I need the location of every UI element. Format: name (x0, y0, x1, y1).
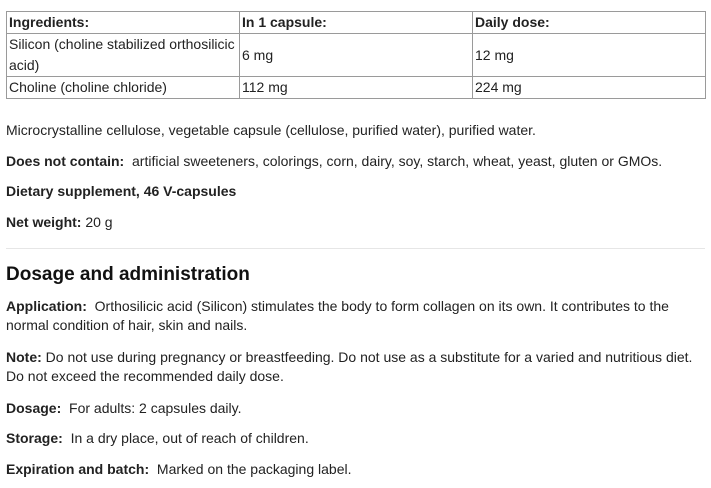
dosage-label: Dosage: (6, 400, 62, 416)
ingredient-name: Silicon (choline stabilized orthosilicic acid) (7, 34, 240, 77)
table-header-row (7, 12, 706, 34)
storage-value: In a dry place, out of reach of children. (70, 430, 309, 446)
application-value: Orthosilicic acid (Silicon) stimulates the body to form collagen on its own. It contributes to the normal condition of hair, skin and nails. (6, 298, 669, 333)
table-row (7, 34, 706, 77)
note-label: Note: (6, 349, 42, 365)
section-divider (6, 248, 705, 249)
net-weight-label: Net weight: (6, 214, 82, 230)
does-not-contain (6, 152, 705, 171)
expiration (6, 460, 705, 479)
ingredients-table (6, 11, 706, 99)
net-weight (6, 213, 705, 232)
application (6, 297, 705, 335)
storage-label: Storage: (6, 430, 63, 446)
note (6, 348, 705, 386)
header-per-capsule: In 1 capsule: (240, 12, 473, 34)
header-daily-dose: Daily dose: (473, 12, 706, 34)
other-ingredients: Microcrystalline cellulose, vegetable capsule (cellulose, purified water), purified water. (6, 122, 536, 138)
application-label: Application: (6, 298, 87, 314)
expiration-label: Expiration and batch: (6, 461, 150, 477)
net-weight-value: 20 g (85, 214, 113, 230)
dosage-value: For adults: 2 capsules daily. (69, 400, 242, 416)
ingredient-daily-dose: 12 mg (473, 34, 706, 77)
note-value: Do not use during pregnancy or breastfeeding. Do not use as a substitute for a varied and nutritious diet. Do not exceed the recommended daily dose. (6, 349, 693, 384)
ingredient-per-capsule: 6 mg (240, 34, 473, 77)
ingredient-daily-dose: 224 mg (473, 77, 706, 99)
product-info (6, 11, 705, 477)
ingredient-name: Choline (choline chloride) (7, 77, 240, 99)
dosage (6, 399, 705, 418)
product-type-text: Dietary supplement, 46 V-capsules (6, 183, 237, 199)
does-not-contain-label: Does not contain: (6, 153, 125, 169)
table-row (7, 77, 706, 99)
dosage-heading: Dosage and administration (6, 264, 250, 285)
storage (6, 429, 705, 448)
product-type (6, 182, 705, 201)
expiration-value: Marked on the packaging label. (156, 461, 352, 477)
header-ingredients: Ingredients: (7, 12, 240, 34)
ingredient-per-capsule: 112 mg (240, 77, 473, 99)
does-not-contain-value: artificial sweeteners, colorings, corn, dairy, soy, starch, wheat, yeast, gluten or GMOs. (132, 153, 663, 169)
